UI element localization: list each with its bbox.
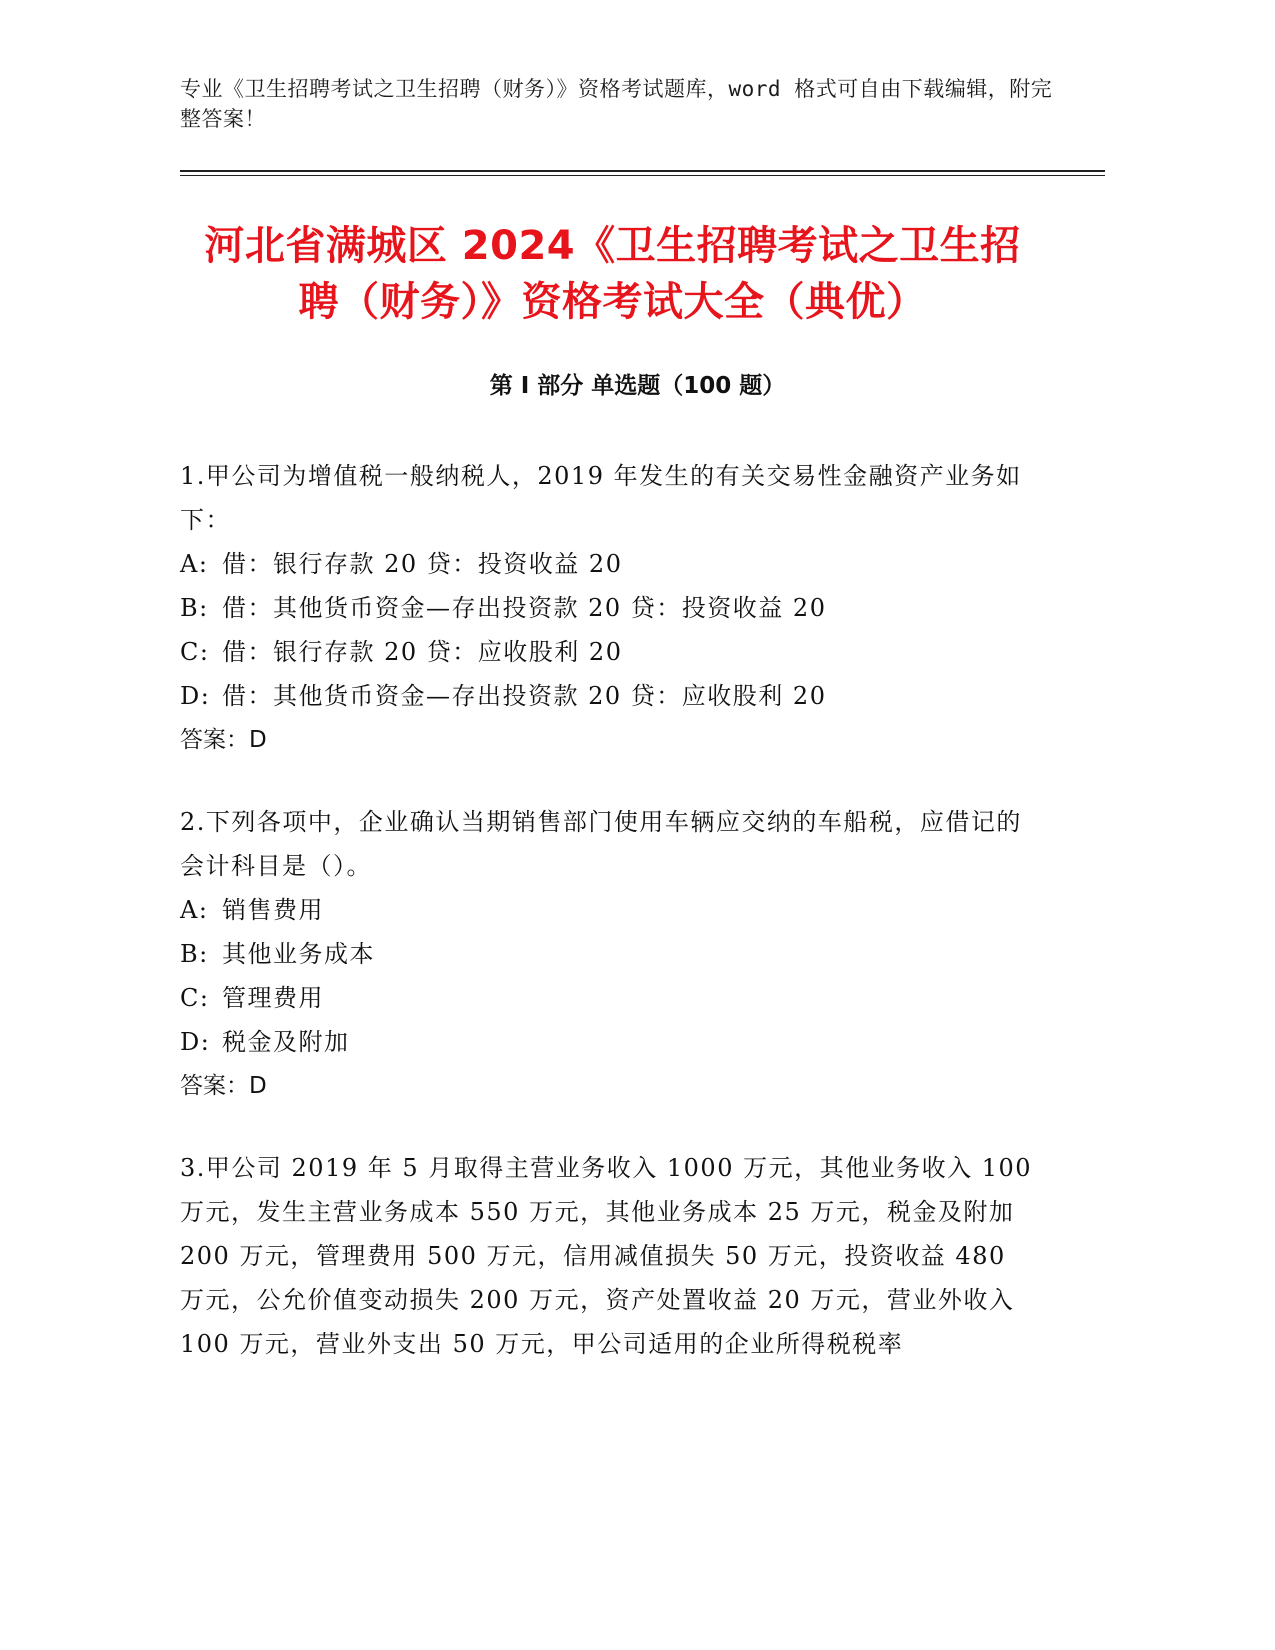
question-stem: 1.甲公司为增值税一般纳税人，2019 年发生的有关交易性金融资产业务如下： — [180, 462, 1022, 534]
option-text: 管理费用 — [222, 984, 324, 1012]
header-rule-thick — [180, 170, 1105, 172]
option-text: 借：其他货币资金—存出投资款 20 贷：应收股利 20 — [222, 682, 827, 710]
option-c — [180, 976, 1040, 1020]
section-heading: 第 I 部分 单选题（100 题） — [489, 373, 786, 399]
header-note: 专业《卫生招聘考试之卫生招聘（财务）》资格考试题库，word 格式可自由下载编辑，附完整答案！ — [180, 77, 1053, 131]
option-letter: C: — [180, 638, 210, 666]
option-d — [180, 674, 1040, 718]
option-text: 其他业务成本 — [222, 940, 375, 968]
option-text: 借：银行存款 20 贷：投资收益 20 — [222, 550, 623, 578]
document-title-line-1: 河北省满城区 2024《卫生招聘考试之卫生招 — [204, 223, 1021, 269]
option-letter: D: — [180, 1028, 211, 1056]
header-rule-thin — [180, 175, 1105, 176]
option-a — [180, 542, 1040, 586]
option-letter: B: — [180, 940, 209, 968]
option-text: 销售费用 — [222, 896, 324, 924]
option-letter: D: — [180, 682, 211, 710]
option-text: 借：其他货币资金—存出投资款 20 贷：投资收益 20 — [222, 594, 827, 622]
document-title — [150, 218, 1075, 330]
question-stem: 3.甲公司 2019 年 5 月取得主营业务收入 1000 万元，其他业务收入 100 万元，发生主营业务成本 550 万元，其他业务成本 25 万元，税金及附加 200 万元，管理费用 500 万元，信用减值损失 50 万元，投资收益 480 万元，公允价值变动损失 200 万元，资产处置收益 20 万元，营业外收入 100 万元，营业外支出 50 万元，甲公司适用的企业所得税税率 — [180, 1154, 1033, 1358]
option-letter: A: — [180, 550, 209, 578]
option-text: 税金及附加 — [222, 1028, 350, 1056]
option-a — [180, 888, 1040, 932]
option-c — [180, 630, 1040, 674]
document-title-line-2: 聘（财务）》资格考试大全（典优） — [298, 279, 927, 325]
option-letter: A: — [180, 896, 209, 924]
option-b — [180, 586, 1040, 630]
option-text: 借：银行存款 20 贷：应收股利 20 — [222, 638, 623, 666]
question-2 — [180, 800, 1040, 1108]
option-letter: C: — [180, 984, 210, 1012]
question-3 — [180, 1146, 1040, 1366]
question-list — [180, 454, 1040, 1404]
question-stem: 2.下列各项中，企业确认当期销售部门使用车辆应交纳的车船税，应借记的会计科目是（）。 — [180, 808, 1022, 880]
question-1 — [180, 454, 1040, 762]
option-b — [180, 932, 1040, 976]
answer: 答案：D — [180, 1073, 267, 1099]
answer: 答案：D — [180, 727, 267, 753]
option-letter: B: — [180, 594, 209, 622]
option-d — [180, 1020, 1040, 1064]
